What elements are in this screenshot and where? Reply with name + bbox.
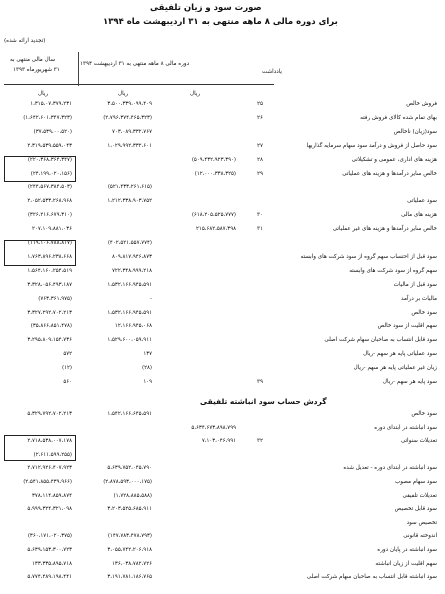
row-note: ۳۲ [256, 438, 263, 445]
row-current-subtotal: (۶۱۸،۲۰۵،۵۲۵،۷۷۷) [191, 212, 236, 219]
row-current-total: ۱۳۷ [143, 351, 152, 358]
row-current-total: ۳،۰۵۵،۷۴۲،۲۰۶،۹۱۸ [107, 547, 152, 553]
row-current-total: ۱،۲۱۲،۳۳۸،۹۰۳،۷۵۲ [107, 198, 152, 205]
row-current-total: (۱،۷۲۸،۸۸۵،۵۸۸) [113, 492, 152, 499]
row-current-total: (۱۴۷،۷۸۳،۴۷۸،۷۹۳) [107, 533, 152, 540]
row-current-total: ۱،۵۴۲،۱۶۶،۶۴۵،۵۹۱ [107, 411, 152, 417]
row-label: زیان غیر عملیاتی پایه هر سهم -ریال [353, 365, 437, 372]
row-prior-year: (۲،۵۴۱،۸۵۵،۴۳۹،۹۶۶) [23, 479, 72, 485]
row-label: سود قبل از مالیات [393, 281, 437, 288]
row-prior-year: ۲،۰۵۲،۵۳۳،۲۶۸،۹۶۸ [27, 198, 72, 205]
row-prior-year: ۵،۶۳۹،۱۵۳،۳۰۰،۷۲۳ [27, 547, 72, 553]
row-prior-year: ۱۳۳،۳۳۵،۸۹۵،۷۱۸ [32, 560, 72, 567]
row-label: سهم اقلیت از زیان انباشته [375, 560, 437, 567]
row-prior-year: (۲۲۰،۳۶۸،۳۶۴،۳۴۷) [27, 156, 72, 163]
statement-title: صورت سود و زیان تلفیقی [150, 3, 262, 13]
row-label: فروش خالص [406, 101, 437, 107]
row-label: سود عملیاتی پایه هر سهم -ریال [363, 351, 437, 358]
row-prior-year: ۱،۵۶۴،۱۶۰،۲۵۴،۵۱۹ [27, 267, 72, 274]
row-label: بهای تمام شده کالای فروش رفته [360, 114, 437, 121]
row-note: ۳۰ [256, 212, 263, 219]
row-current-total: ۱،۵۲۹،۶۰۰،۰۵۹،۹۱۱ [107, 337, 152, 344]
row-prior-year: (۱۱۹،۱۰۶،۷۸۸،۸۱۷) [27, 240, 72, 246]
current-period-column-header: دوره مالی ۸ ماهه منتهی به ۳۱ اردیبهشت ۱۳۹۴ [80, 61, 190, 67]
row-prior-year: ۱،۳۱۵،۰۷،۳۷۹،۲۳۱ [30, 101, 72, 107]
row-prior-year: (۳۵،۸۶۶،۸۵۱،۴۷۸) [30, 323, 72, 330]
row-label: تعدیلات تلفیقی [402, 492, 437, 499]
row-label: سود حاصل از فروش و درآمد سود سهام سرمایه گذاریها [306, 142, 437, 149]
row-note: ۲۷ [256, 142, 263, 149]
row-prior-year: ۲۰۷،۱۰۹،۸۸۱،۰۳۶ [32, 226, 72, 233]
row-current-total: ۱۳۶،۰۳۸،۷۸۲،۷۲۶ [112, 560, 152, 567]
row-current-total: (۲،۸۷۸،۵۹۳،۰۰۰،۱۷۵) [103, 479, 152, 485]
row-label: خالص سایر درآمدها و هزینه های عملیاتی [342, 170, 437, 177]
row-prior-year: ۲،۳۱۹،۵۳۹،۵۵۹،۰۴۳ [27, 142, 72, 149]
row-label: سود خالص [411, 411, 437, 417]
row-current-subtotal: (۵۰۹،۴۳۲،۹۲۳،۳۹۰) [191, 156, 236, 163]
row-prior-year: ۵۷۲ [63, 351, 72, 358]
row-note: ۲۵ [256, 101, 263, 107]
row-label: هزینه های مالی [401, 212, 437, 219]
row-current-total: ۸۰۹،۸۱۷،۹۴۶،۸۷۳ [112, 253, 152, 260]
row-current-total: ۳،۱۹۱،۷۸۱،۱۸۶،۷۶۵ [107, 574, 152, 581]
row-current-total: ۱،۰۲۹،۹۹۲،۳۳۲،۶۰۱ [107, 142, 152, 149]
row-label: سود انباشته قابل انتساب به صاحبان سهام شرکت اصلی [306, 574, 437, 581]
row-note: ۲۸ [256, 156, 263, 163]
row-label: هزینه های اداری، عمومی و تشکیلاتی [351, 156, 437, 163]
highlight-box-expenses [4, 156, 76, 182]
column-divider [78, 52, 79, 86]
row-current-total: (۲۸) [142, 365, 152, 372]
row-label: سود انباشته در پایان دوره [377, 547, 437, 553]
row-current-total: (۲،۷۹۶،۳۷۴،۴۶۵،۳۲۳) [103, 114, 152, 121]
row-label: سود انباشته در ابتدای دوره - تعدیل شده [343, 465, 437, 472]
row-prior-year: ۵،۳۲۹،۷۹۲،۷۰۲،۲۱۳ [27, 411, 72, 417]
row-prior-year: (۳۷،۵۳۹،۰۰،۵۲۰) [33, 128, 72, 135]
row-current-total: (۴۰۲،۵۲۱،۵۵۷،۷۷۴) [107, 240, 152, 246]
row-prior-year: ۳،۳۲۸،۰۵۶،۴۹۳،۱۸۷ [27, 281, 72, 288]
row-current-subtotal: (۱۲،۰۰۰،۳۳۸،۳۲۵) [194, 170, 236, 177]
row-prior-year: ۵،۷۷۴،۴۸۹،۱۹۸،۴۴۱ [27, 574, 72, 581]
row-label: سود خالص [411, 309, 437, 316]
row-prior-year: ۳،۳۲۷،۲۹۲،۷۰۲،۲۱۳ [27, 309, 72, 316]
row-prior-year: (۲،۶۱۱،۵۹۹،۲۵۵) [33, 451, 72, 458]
current-unit-label-a: ریال [190, 91, 201, 97]
current-unit-label-b: ریال [118, 91, 129, 97]
row-label: سهم اقلیت از سود خالص [377, 323, 437, 330]
row-prior-year: (۳۶۰،۱۷۱،۰۲۰،۳۷۵) [27, 533, 72, 540]
row-prior-year: (۱۲) [62, 365, 72, 372]
row-label: سود پایه هر سهم -ریال [382, 379, 437, 385]
row-label: خالص سایر درآمدها و هزینه های غیر عملیاتی [332, 226, 437, 233]
row-note: ۲۶ [256, 114, 263, 121]
row-note: ۲۹ [256, 170, 263, 177]
row-current-subtotal: ۷،۱۰۳،۰۴۶،۹۹۱ [201, 438, 236, 445]
row-current-total: ۵،۶۳۹،۷۵۲،۰۴۵،۷۹۰ [107, 465, 152, 472]
row-label: مالیات بر درآمد [401, 295, 437, 302]
prior-unit-label: ریال [38, 91, 49, 97]
row-label: تعدیلات سنواتی [400, 438, 437, 445]
row-label: سود قابل انتساب به صاحبان سهام شرکت اصلی [324, 337, 437, 344]
row-current-subtotal: ۲۱۵،۶۸۲،۵۸۷،۳۹۸ [196, 226, 236, 233]
row-label: سود قبل از احتساب سهم گروه از سود شرکت های وابسته [300, 253, 437, 260]
restated-label: (تجدید ارائه شده) [4, 38, 46, 44]
row-label: اندوخته قانونی [403, 533, 437, 540]
row-label: تخصیص سود [406, 519, 437, 526]
row-label: سود قابل تخصیص [394, 506, 437, 513]
row-current-subtotal: ۵،۶۳۴،۶۷۳،۸۹۸،۷۹۹ [191, 424, 236, 431]
row-label: سهم گروه از سود شرکت های وابسته [349, 267, 437, 274]
row-current-total: ۷۰۳،۰۸۹،۳۳۲،۷۶۷ [112, 128, 152, 135]
retained-earnings-title: گردش حساب سود انباشته تلفیقی [200, 397, 327, 406]
row-current-total: ۱۰۹ [143, 379, 152, 385]
row-current-total: ۳،۵۰۰،۳۳۹،۰۹۹،۴۰۹ [107, 101, 152, 107]
highlight-box-adjustments [4, 435, 76, 461]
row-current-total: ۱۲،۱۶۶،۹۴۵،۰۶۸ [114, 323, 152, 330]
row-prior-year: ۲،۷۱۲،۹۲۶،۴۰۷،۹۲۳ [27, 465, 72, 472]
row-prior-year: (۲۴،۱۹۹،۰۲۰،۱۵۶) [30, 170, 72, 177]
row-current-total: ۱،۵۳۲،۱۶۶،۹۴۵،۵۹۱ [107, 309, 152, 316]
row-prior-year: (۳۲۶،۲۱۶،۶۷۹،۳۱۰) [27, 212, 72, 219]
row-prior-year: ۳۷۸،۱۱۴،۸۵۹،۸۷۴ [32, 492, 72, 499]
row-prior-year: ۱،۷۶۳،۸۹۶،۲۳۸،۶۶۸ [27, 253, 72, 260]
row-prior-year: (۷۶۳،۳۶۱،۹۷۵) [38, 295, 72, 302]
row-note: ۳۱ [256, 226, 263, 233]
row-current-total: - [150, 295, 152, 302]
row-note: ۳۹ [256, 379, 263, 385]
row-prior-year: (۱،۶۴۲،۶۰۱،۳۴۷،۳۲۳) [23, 114, 72, 121]
prior-year-column-header-1: سال مالی منتهی به [10, 57, 56, 63]
prior-year-column-header-2: ۳۱ شهریورماه ۱۳۹۳ [13, 67, 60, 73]
header-underline [4, 84, 274, 85]
row-label: سود انباشته در ابتدای دوره [374, 424, 437, 431]
row-current-total: ۳،۲۰۳،۵۲۵،۶۸۵،۹۱۱ [107, 506, 152, 513]
row-label: سود عملیاتی [407, 198, 437, 205]
row-label: سود سهام مصوب [394, 479, 437, 485]
row-current-total: ۱،۵۳۲،۱۶۶،۹۴۵،۵۹۱ [107, 281, 152, 288]
row-prior-year: ۲،۷۱۸،۵۳۸،۰۰۷،۱۷۸ [27, 438, 72, 445]
row-prior-year: ۳،۲۹۵،۸۰۹،۱۵۴،۷۳۶ [27, 337, 72, 344]
row-prior-year: (۲۴۴،۵۶۷،۳۸۴،۵۰۳) [27, 184, 72, 191]
row-label: سود(زیان) ناخالص [393, 128, 437, 135]
row-prior-year: ۵،۹۹۹،۳۲۴،۳۲۱،۰۹۸ [27, 506, 72, 513]
row-current-total: ۷۲۲،۳۴۸،۹۹۹،۲۱۸ [112, 267, 152, 274]
note-column-header: یادداشت [262, 69, 282, 75]
statement-subtitle: برای دوره مالی ۸ ماهه منتهی به ۳۱ اردیبهشت ماه ۱۳۹۴ [103, 17, 338, 27]
highlight-box-finance [4, 240, 76, 266]
row-prior-year: ۵۶۰ [63, 379, 72, 385]
row-current-total: (۵۲۱،۴۳۳،۲۶۱،۶۱۵) [107, 184, 152, 191]
